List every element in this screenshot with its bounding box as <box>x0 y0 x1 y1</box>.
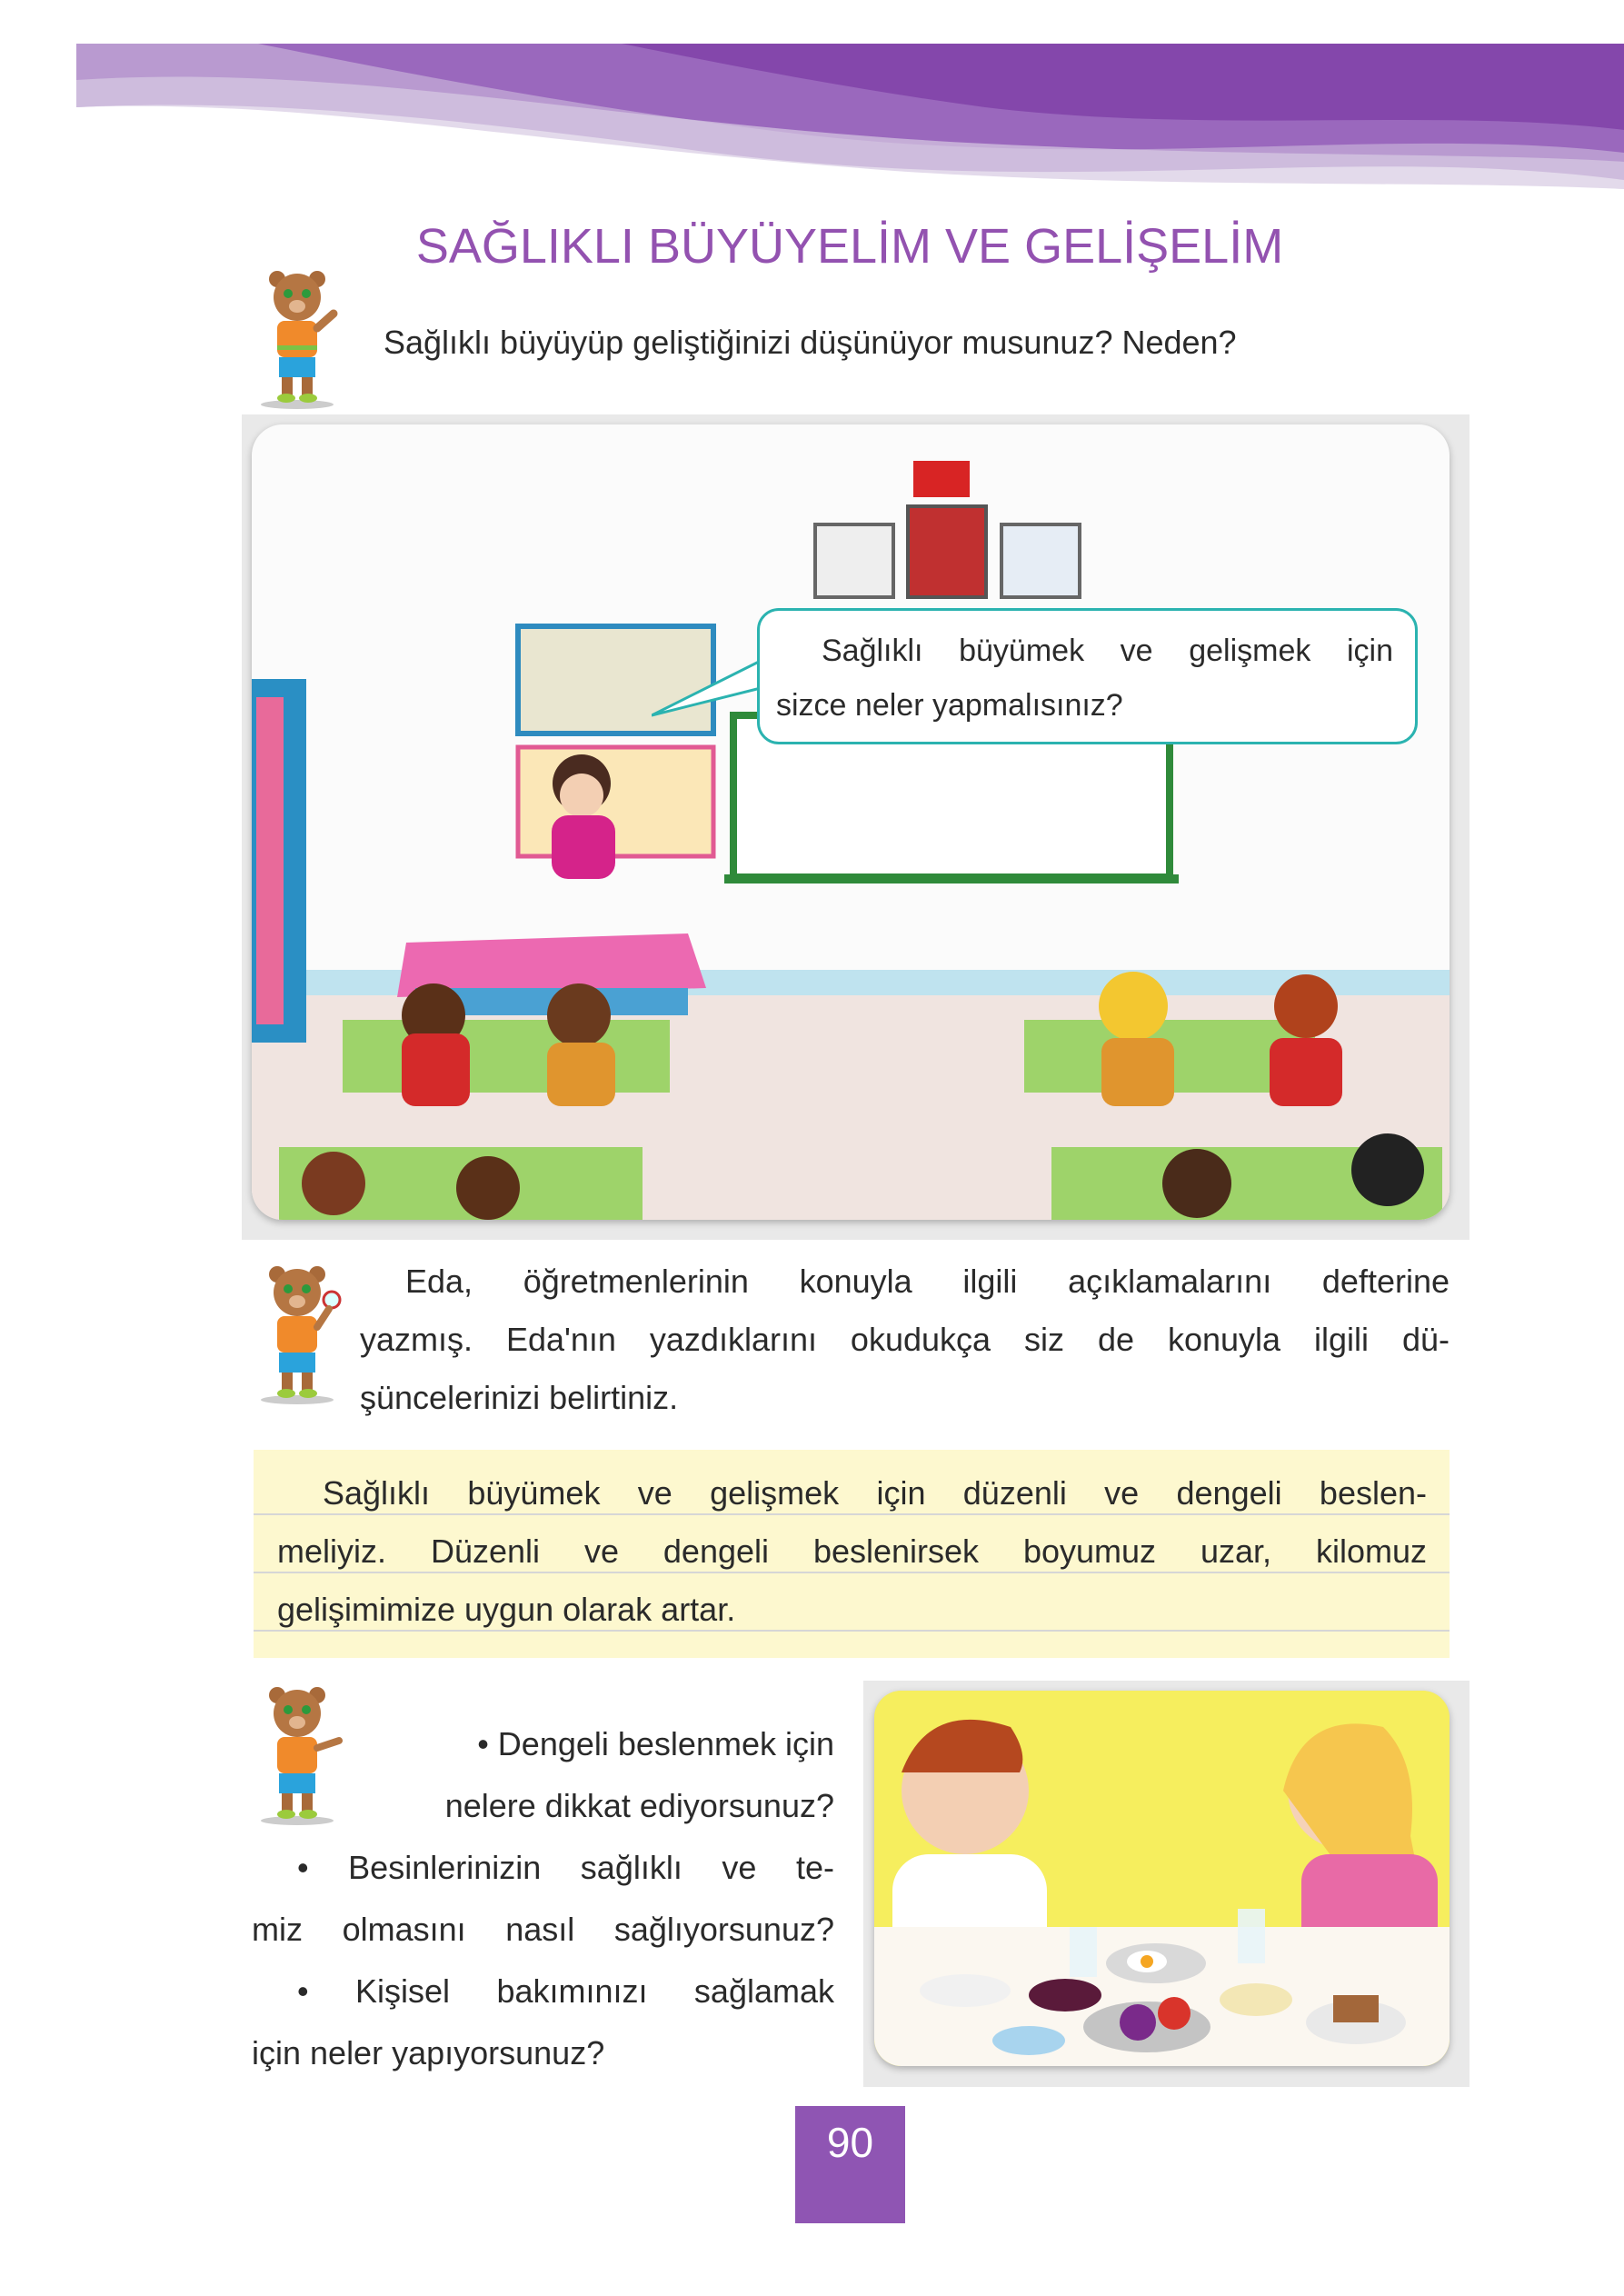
breakfast-illustration <box>874 1691 1450 2066</box>
instruction-line: yazmış. Eda'nın yazdıklarını okudukça siz de konuyla ilgili dü- <box>360 1321 1450 1358</box>
header-wave-banner <box>76 44 1624 189</box>
bear-with-magnifier-icon <box>252 1263 343 1404</box>
question-line: miz olmasını nasıl sağlıyorsunuz? <box>252 1911 834 1948</box>
page-number: 90 <box>795 2106 905 2223</box>
speech-bubble-line: Sağlıklı büyümek ve gelişmek için <box>822 634 1393 668</box>
question-list <box>252 1713 834 2084</box>
instruction-line: Eda, öğretmenlerinin konuyla ilgili açıklamalarını defterine <box>405 1263 1450 1300</box>
question-line: • Kişisel bakımınızı sağlamak <box>297 1972 834 2010</box>
question-line: • Dengeli beslenmek için <box>477 1725 834 1762</box>
notebook-line: Sağlıklı büyümek ve gelişmek için düzenli ve dengeli beslen- <box>323 1474 1427 1512</box>
notebook-text <box>277 1464 1427 1639</box>
question-line: nelere dikkat ediyorsunuz? <box>444 1787 834 1824</box>
instruction-paragraph <box>360 1253 1450 1427</box>
question-line: • Besinlerinizin sağlıklı ve te- <box>297 1849 834 1886</box>
question-line: için neler yapıyorsunuz? <box>252 2034 605 2071</box>
breakfast-scene-icon <box>874 1691 1450 2066</box>
speech-bubble-tail-icon <box>652 652 770 724</box>
classroom-illustration <box>252 424 1450 1220</box>
intro-question: Sağlıklı büyüyüp geliştiğinizi düşünüyor musunuz? Neden? <box>384 324 1237 361</box>
bear-mascot-icon <box>252 268 343 409</box>
notebook-line: meliyiz. Düzenli ve dengeli beslenirsek boyumuz uzar, kilomuz <box>277 1532 1427 1570</box>
classroom-scene-icon <box>252 424 1450 1220</box>
instruction-line: şüncelerinizi belirtiniz. <box>360 1379 679 1416</box>
page-title: SAĞLIKLI BÜYÜYELİM VE GELİŞELİM <box>415 219 1284 274</box>
notebook-note <box>254 1450 1450 1658</box>
speech-bubble <box>757 608 1418 744</box>
speech-bubble-line: sizce neler yapmalısınız? <box>776 688 1123 723</box>
notebook-line: gelişimimize uygun olarak artar. <box>277 1591 736 1628</box>
